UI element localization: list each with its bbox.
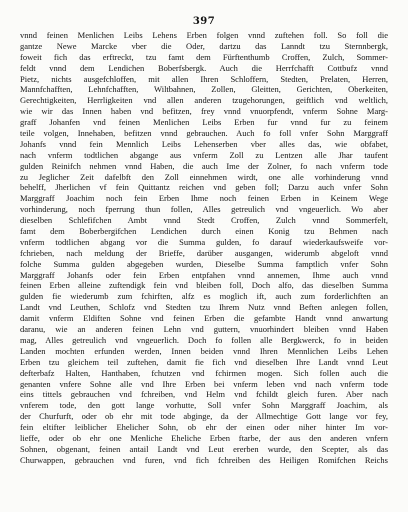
- text-line: fchrieben, nach meldung der Brieffe, darüber ausgangen, widerumb abgeloft vnnd: [20, 247, 388, 258]
- text-line: Mannfchafften, Lehnfchafften, Wiltbahnen, Zollen, Gleitten, Gerichten, Oberkeiten,: [20, 84, 388, 95]
- text-line: defterbafz Halten, Hanthaben, fchutzen vnd fchirmen mogen. Sich follen auch die: [20, 367, 388, 378]
- text-line: gulden fie wiederumb zum fchirften, alfz es moglich ift, auch zum forderlichften an: [20, 291, 388, 302]
- text-line: damit vnferm Eldiften Sohne vnd feinen Erben die gefambte Handt vnnd anwartung: [20, 313, 388, 324]
- text-line: behelff, Jherlichen vf fein Quittantz reichen vnd geben foll; Darzu auch vnfer Sohn: [20, 182, 388, 193]
- page-number: 397: [192, 16, 216, 27]
- text-line: famt dem Boberbergifchen Lendichen durch einen Konig tzu Behmen nach: [20, 226, 388, 237]
- text-line: Churwappen, gebrauchen vnd furen, vnd fich fchreiben des Heiligen Romifchen Reichs: [20, 454, 388, 465]
- text-line: fein eltifter leiblicher Ehelicher Sohn, ob ehr der einen oder niher hinter Im vor-: [20, 422, 388, 433]
- text-line: mag, Alles getreulich vnd vngeuerlich. Doch fo follen alle Bergkwerck, fo in beiden: [20, 334, 388, 345]
- text-line: Landt vnd Leuthen, Schlofz vnd Stedten tzu Ihrem Nutz vnnd Beften anlegen follen,: [20, 302, 388, 313]
- text-line: Marggraff Joachim noch fein Erben Ihme noch feinen Erben in Keinem Wege: [20, 193, 388, 204]
- text-line: vnferem tode, den gott lange vorhutte, Soll vnfer Sohn Marggraff Joachim, als: [20, 400, 388, 411]
- text-line: feldt vnnd dem Lendichen Boberfsbergk. Auch die Herrfchafft Cottbufz vnnd: [20, 62, 388, 73]
- text-line: dieselben Schlefifchen Ambt vnnd Stedt Croffen, Zulch vnnd Sommerfelt,: [20, 215, 388, 226]
- text-line: Landen mochten erfunden werden, Innen beiden vnnd Ihren Mennlichen Leibs Lehen: [20, 345, 388, 356]
- text-line: Gerechtigkeiten, Herrligkeiten vnd allen anderen tzugehorungen, geiftlich vnd weltlich,: [20, 95, 388, 106]
- text-line: Johanfs vnnd fein Mennlich Leibs Lehenserben vber alles das, wie obfabet,: [20, 138, 388, 149]
- text-line: vnnd feinen Menlichen Leibs Lehens Erben folgen vnnd zuftehen foll. So foll die: [20, 30, 388, 40]
- body-text: [20, 30, 388, 466]
- text-line: vorhinderung, noch fperrung thun follen, Alles getreulich vnd vngeuerlich. Wo aber: [20, 204, 388, 215]
- text-line: vnferm todtlichen abgang vor die Summa gulden, fo darauf wiederkaufsweife vor-: [20, 236, 388, 247]
- text-line: wie wir das Innen haben vnd befitzen, frey vnnd vnuorpfendt, vnferm Sohne Marg-: [20, 106, 388, 117]
- text-line: graff Johanfen vnd feinen Menlichen Leibs Erben fur vnnd fur zu feinem: [20, 117, 388, 128]
- text-line: der Churfurft, oder ob ehr mit tode abginge, da der Allmechtige Gott lange vor fey,: [20, 411, 388, 422]
- text-line: Pietz, nichts ausgefchloffen, mit allen Ihren Schloffern, Stedten, Prelaten, Herren,: [20, 73, 388, 84]
- text-line: Marggraff Johanfs oder fein Erben entpfahen vnnd annemen, Ihme auch vnnd: [20, 269, 388, 280]
- text-line: eins tittels gebrauchen vnd fchreiben, vnd Helm vnd fchildt gleich furen. Aber nach: [20, 389, 388, 400]
- text-line: gantze Newe Marcke vber die Oder, dartzu das Lanndt tzu Sternnbergk,: [20, 40, 388, 51]
- text-line: nach vnferm todtlichen abgange aus vnferm Zoll zu Lentzen alle Jhar taufent: [20, 149, 388, 160]
- text-line: daranu, wie an anderen feinen Lehn vnd guttern, vnuorhindert bleiben vnnd Haben: [20, 324, 388, 335]
- text-line: gulden Reinifch nehmen vnnd Haben, die auch Ime der Zolner, fo nach vnferm tode: [20, 160, 388, 171]
- text-line: teile volgen, Innehaben, befitzen vnnd gebrauchen. Auch fo foll vnfer Sohn Marggraff: [20, 128, 388, 139]
- text-line: lieffe, oder ob ehr one Menliche Eheliche Erben ftarbe, der aus den anderen vnfern: [20, 432, 388, 443]
- text-line: genanten vnfere Sohne alle vnd Ihre Erben bei vnferm leben vnd nach vnferm tode: [20, 378, 388, 389]
- text-line: foweit fich das erftreckt, tzu famt dem Fürftenthumb Croffen, Zulch, Sommer-: [20, 51, 388, 62]
- text-line: folche Summa gulden abgegeben wurden, Dieselbe Summa famptlich vnfer Sohn: [20, 258, 388, 269]
- text-line: feinen Erben alleine zuftendigk fein vnd bleiben foll, Doch alfo, das dieselben Summa: [20, 280, 388, 291]
- text-line: Sohnen, obgenant, feinen antail Landt vnd Leut ererben wurde, den Scepter, als das: [20, 443, 388, 454]
- text-line: zu Jeglicher Zeit dafelbft den Zoll einnehmen wirdt, one alle vorhinderung vnnd: [20, 171, 388, 182]
- text-line: Erben tzu gleichem teil zuftehen, damit fie fich vnd dieselben Ihre Landt vnnd Leut: [20, 356, 388, 367]
